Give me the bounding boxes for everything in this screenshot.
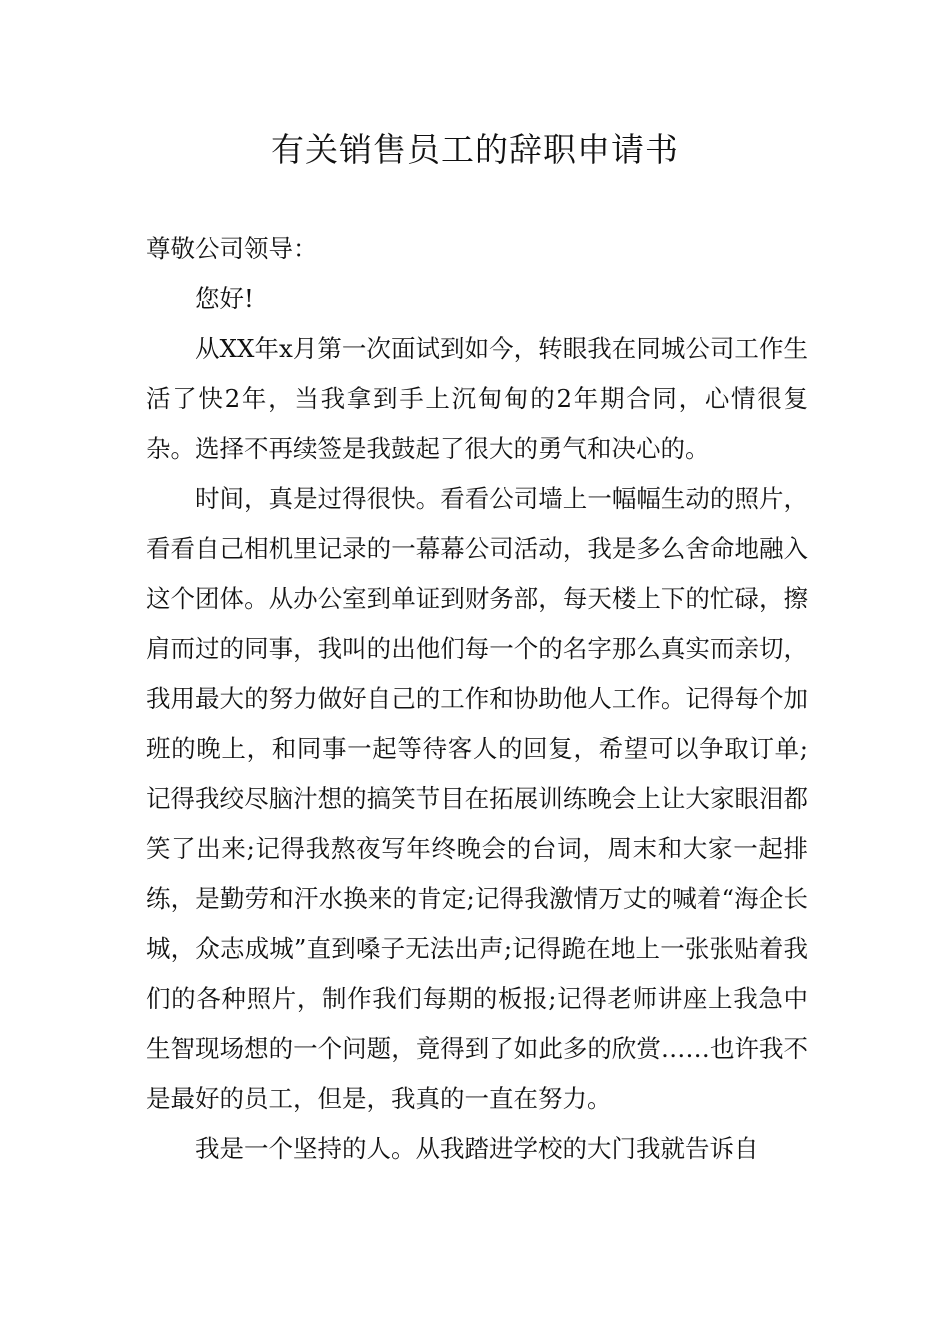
paragraph-memories: 时间，真是过得很快。看看公司墙上一幅幅生动的照片，看看自己相机里记录的一幕幕公司活动，我是多么舍命地融入这个团体。从办公室到单证到财务部，每天楼上下的忙碌，擦肩而过的同事，我叫的出他们每一个的名字那么真实而亲切，我用最大的努力做好自己的工作和协助他人工作。记得每个加班的晚上，和同事一起等待客人的回复，希望可以争取订单;记得我绞尽脑汁想的搞笑节目在拓展训练晚会上让大家眼泪都笑了出来;记得我熬夜写年终晚会的台词，周末和大家一起排练，是勤劳和汗水换来的肯定;记得我激情万丈的喊着“海企长城，众志成城”直到嗓子无法出声;记得跪在地上一张张贴着我们的各种照片，制作我们每期的板报;记得老师讲座上我急中生智现场想的一个问题，竟得到了如此多的欣赏……也许我不是最好的员工，但是，我真的一直在努力。: [146, 484, 808, 1113]
document-body: [146, 224, 808, 1174]
paragraph-greeting: 您好!: [195, 284, 254, 313]
paragraph-intro: 从XX年x月第一次面试到如今，转眼我在同城公司工作生活了快2年，当我拿到手上沉甸甸的2年期合同，心情很复杂。选择不再续签是我鼓起了很大的勇气和决心的。: [146, 334, 808, 463]
salutation: 尊敬公司领导：: [146, 234, 318, 263]
paragraph-persistence: 我是一个坚持的人。从我踏进学校的大门我就告诉自: [195, 1134, 759, 1163]
document-title: 有关销售员工的辞职申请书: [271, 130, 679, 169]
